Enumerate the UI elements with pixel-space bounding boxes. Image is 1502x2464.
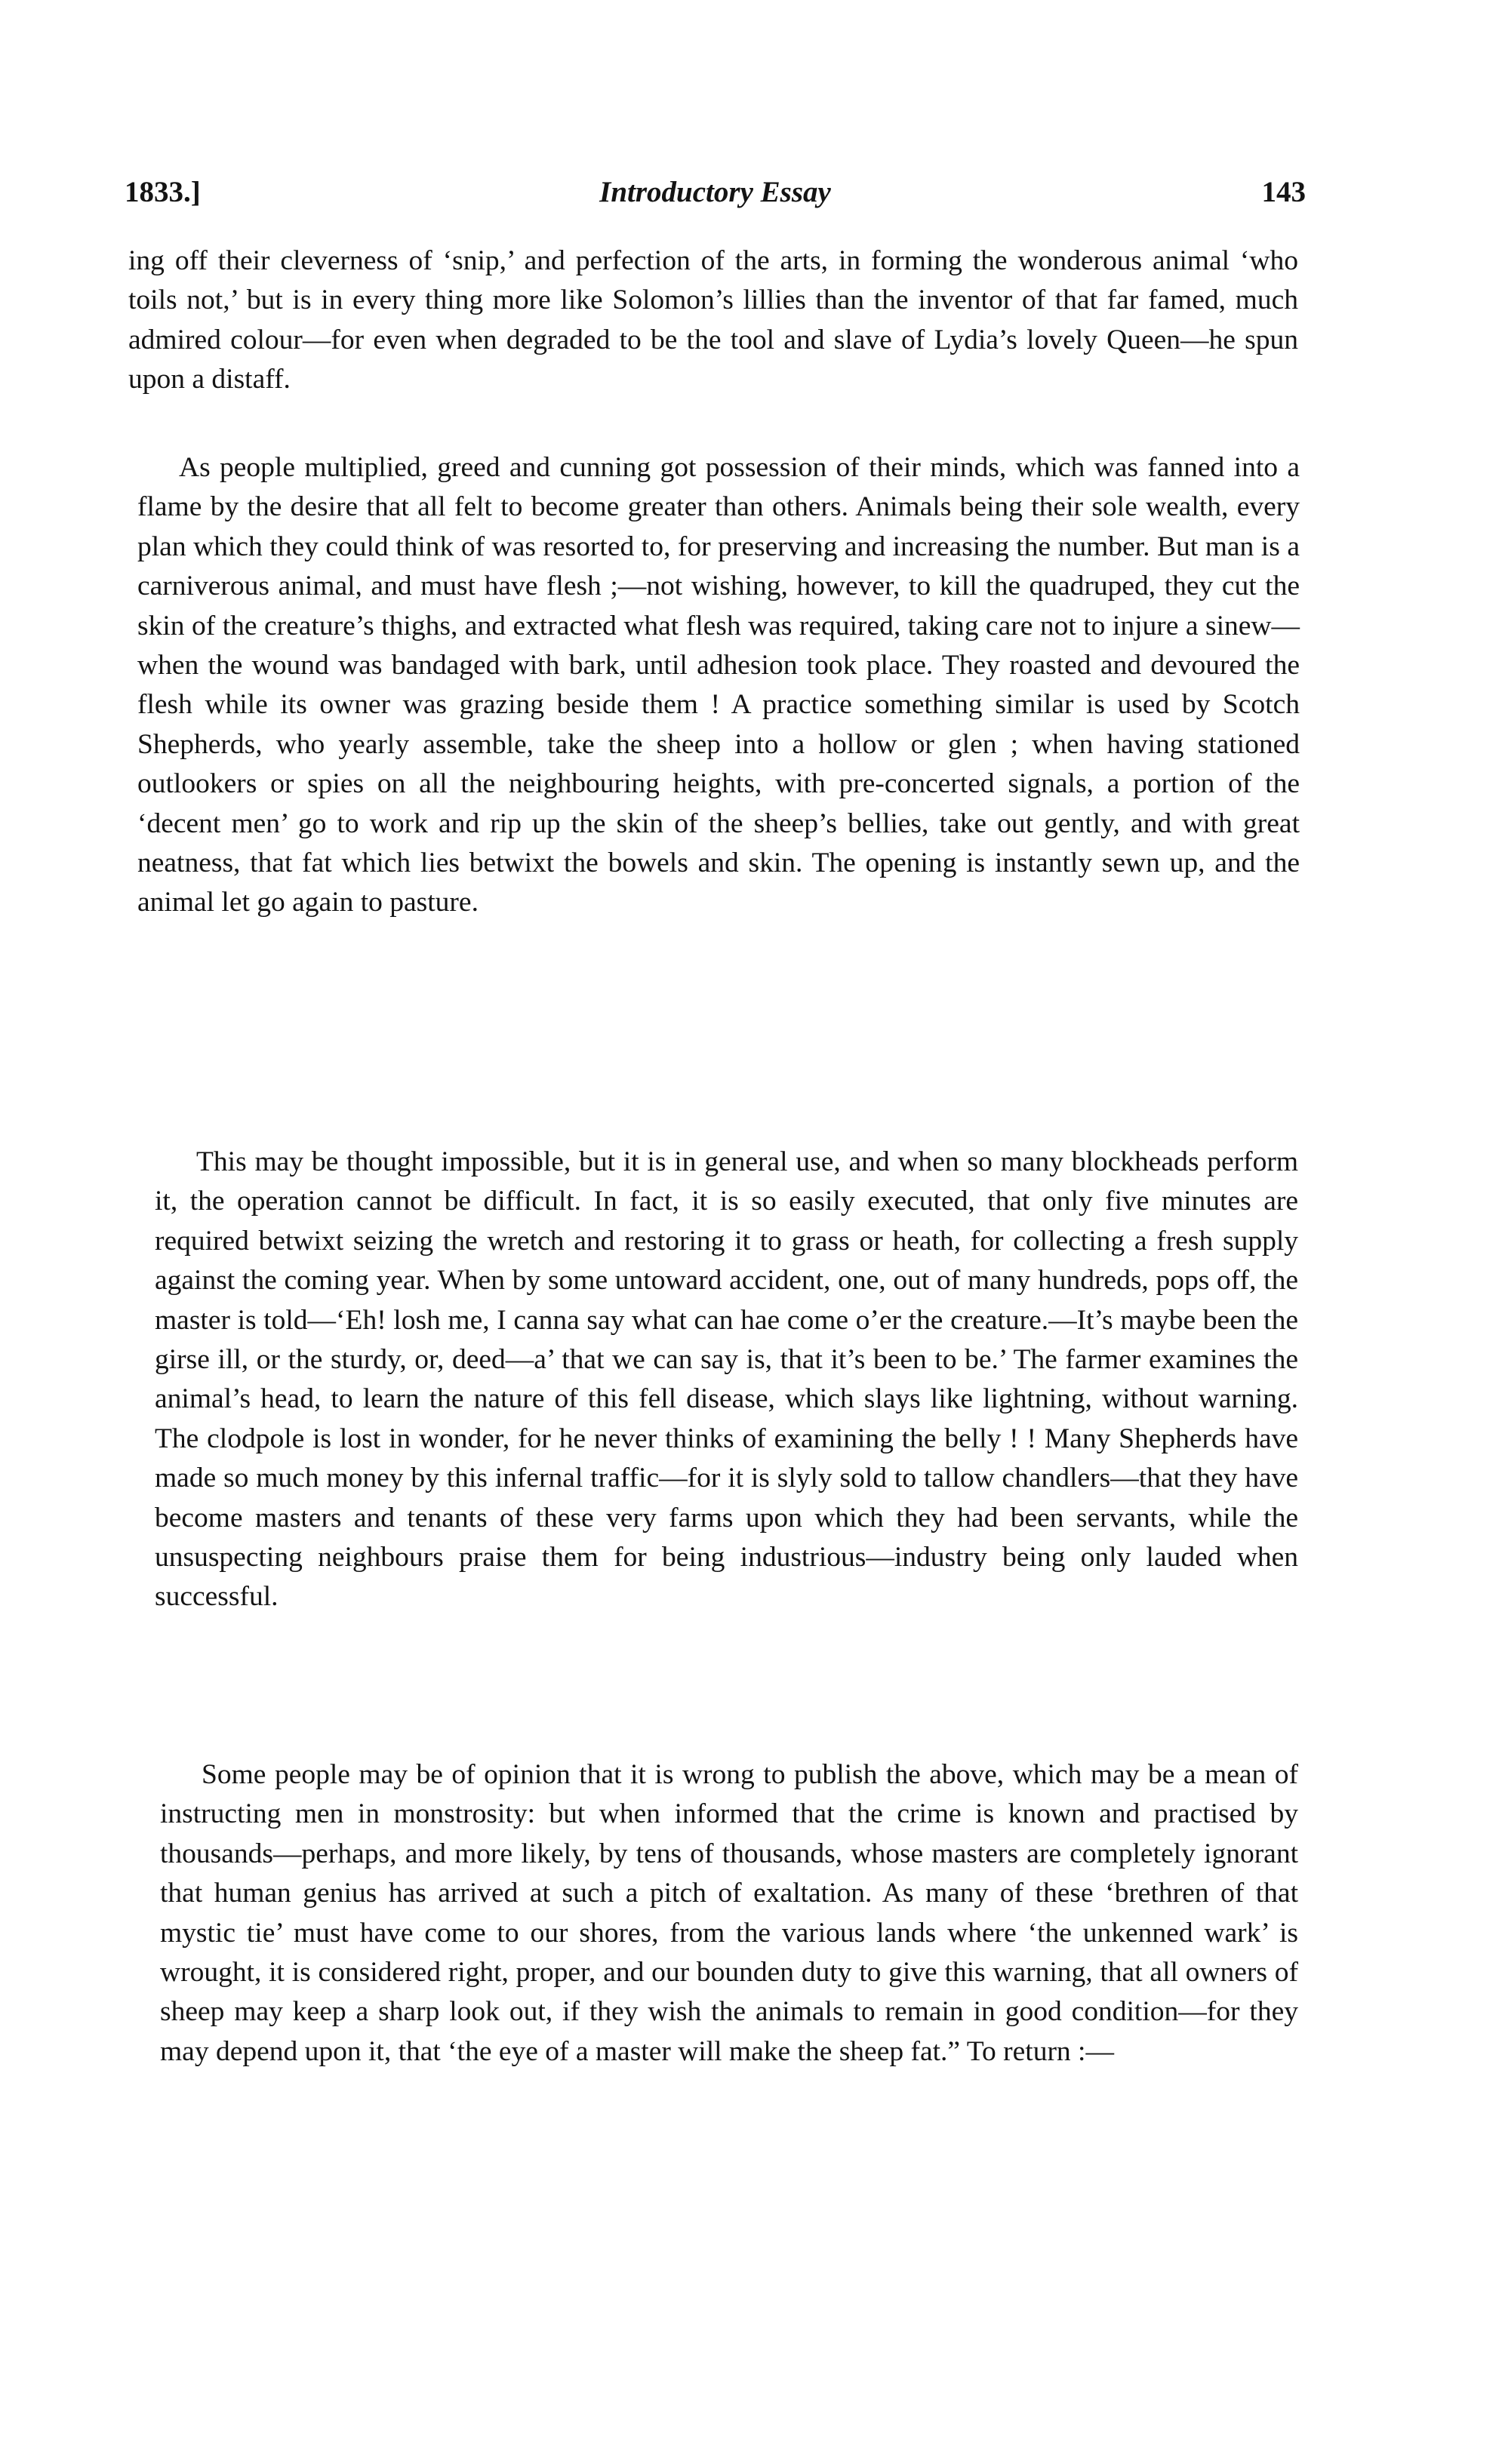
paragraph: Some people may be of opinion that it is wrong to publish the above, which may be a mean of instructing men in monstrosity: but when informed that the crime is known and practised by thousands—perhaps, and more likely, by tens of thousands, whose masters are completely ignorant that human genius has arrived at such a pitch of exaltation. As many of these ‘brethren of that mystic tie’ must have come to our shores, from the various lands where ‘the unkenned wark’ is wrought, it is considered right, proper, and our bounden duty to give this warning, that all owners of sheep may keep a sharp look out, if they wish the animals to remain in good condition—for they may depend upon it, that ‘the eye of a master will make the sheep fat.” To return :— bbox=[160, 1759, 1298, 2067]
page-number: 143 bbox=[1261, 176, 1306, 208]
paragraph-continued: ing off their cleverness of ‘snip,’ and perfection of the arts, in forming the wonderous animal ‘who toils not,’ but is in every thing more like Solomon’s lillies than the inventor of that far famed, much admired colour—for even when degraded to be the tool and slave of Lydia’s lovely Queen—he spun upon a distaff. bbox=[128, 245, 1298, 395]
header-title: Introductory Essay bbox=[599, 176, 831, 208]
header-year: 1833.] bbox=[125, 176, 201, 208]
paragraph: This may be thought impossible, but it is in general use, and when so many blockheads perform it, the operation cannot be difficult. In fact, it is so easily executed, that only five minutes are required betwixt seizing the wretch and restoring it to grass or heath, for collecting a fresh supply against the coming year. When by some untoward accident, one, out of many hundreds, pops off, the master is told—‘Eh! losh me, I canna say what can hae come o’er the creature.—It’s maybe been the girse ill, or the sturdy, or, deed—a’ that we can say is, that it’s been to be.’ The farmer examines the animal’s head, to learn the nature of this fell disease, which slays like lightning, without warning. The clodpole is lost in wonder, for he never thinks of examining the belly ! ! Many Shepherds have made so much money by this infernal traffic—for it is slyly sold to tallow chandlers—that they have become masters and tenants of these very farms upon which they had been servants, while the unsuspecting neighbours praise them for being industrious—industry being only lauded when successful. bbox=[155, 1146, 1298, 1613]
paragraph: As people multiplied, greed and cunning got possession of their minds, which was fanned into a flame by the desire that all felt to become greater than others. Animals being their sole wealth, every plan which they could think of was resorted to, for preserving and increasing the number. But man is a carniverous animal, and must have flesh ;—not wishing, however, to kill the quadruped, they cut the skin of the creature’s thighs, and extracted what flesh was required, taking care not to injure a sinew—when the wound was bandaged with bark, until adhesion took place. They roasted and devoured the flesh while its owner was grazing beside them ! A practice something similar is used by Scotch Shepherds, who yearly assemble, take the sheep into a hollow or glen ; when having stationed outlookers or spies on all the neighbouring heights, with pre-concerted signals, a portion of the ‘decent men’ go to work and rip up the skin of the sheep’s bellies, take out gently, and with great neatness, that fat which lies betwixt the bowels and skin. The opening is instantly sewn up, and the animal let go again to pasture. bbox=[137, 452, 1300, 918]
running-header bbox=[125, 175, 1306, 220]
